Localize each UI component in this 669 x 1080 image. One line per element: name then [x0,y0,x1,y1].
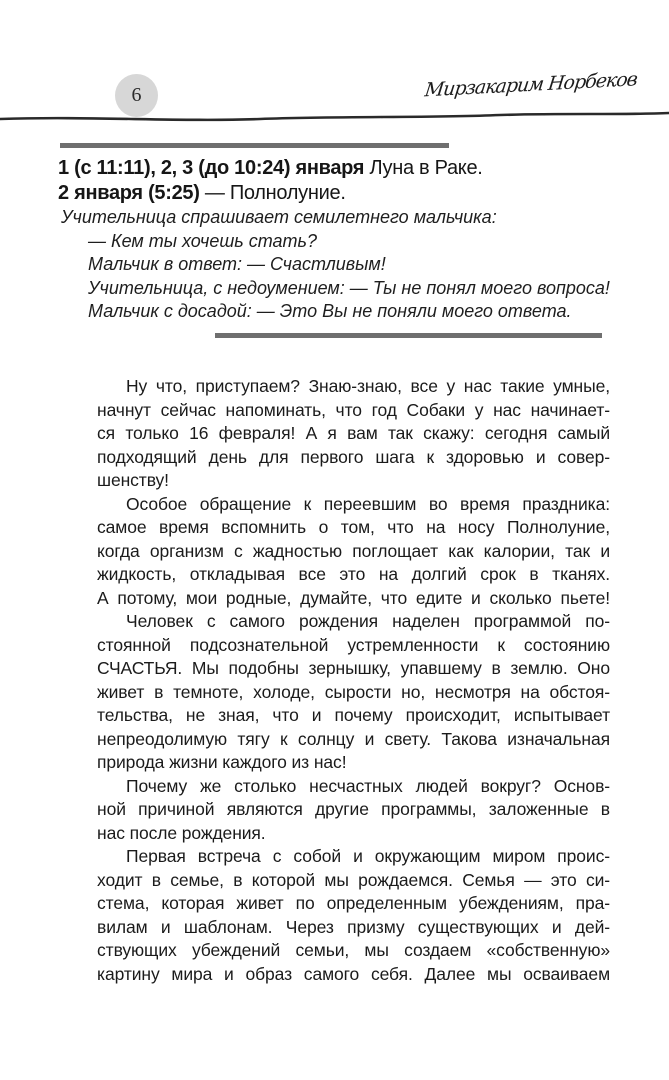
body-line: Особое обращение к переевшим во время праздника: [126,493,610,514]
body-line: картину мира и образ самого себя. Далее мы осваиваем [97,963,610,984]
body-line: начнут сейчас напоминать, что год Собаки у нас начинает- [97,399,610,420]
body-line: шенству! [97,470,169,490]
body-line: вилам и шаблонам. Через призму существующих и дей- [97,916,610,937]
page-number: 6 [131,84,142,106]
body-text [97,375,610,986]
body-line: стема, которая живет по определенным убеждениям, пра- [97,893,610,913]
body-line: Ну что, приступаем? Знаю-знаю, все у нас такие умные, [126,376,610,396]
epigraph-line: Учительница спрашивает семилетнего мальчика: [61,207,497,227]
heading-line-1-moon: Луна в Раке. [369,157,483,179]
body-line: СЧАСТЬЯ. Мы подобны зернышку, упавшему в землю. Оно [97,658,610,678]
body-line: самое время вспомнить о том, что на носу Полнолуние, [97,517,610,537]
epigraph-line: Учительница, с недоумением: — Ты не понял моего вопроса! [88,277,610,298]
heading-line-2 [58,181,614,206]
body-line: Человек с самого рождения наделен программой по- [126,611,610,631]
body-line: Первая встреча с собой и окружающим миром проис- [126,846,610,866]
epigraph-line: Мальчик в ответ: — Счастливым! [88,254,386,274]
body-line: живет в темноте, холоде, сырости но, несмотря на обстоя- [97,681,610,702]
body-line: стоянной подсознательной устремленности к состоянию [97,634,610,655]
epigraph-rule [215,333,602,338]
date-heading [58,156,614,205]
body-line: ствующих убеждений семьи, мы создаем «собственную» [97,940,610,960]
heading-line-1-dates: 1 (с 11:11), 2, 3 (до 10:24) января [58,157,365,179]
body-line: Почему же столько несчастных людей вокруг? Основ- [126,775,610,796]
body-line: нас после рождения. [97,822,266,843]
body-line: тельства, не зная, что и почему происходит, испытывает [97,705,610,725]
epigraph-line: — Кем ты хочешь стать? [88,230,318,251]
heading-line-2-dates: 2 января (5:25) [58,181,200,204]
heading-line-1 [58,156,614,181]
body-line: подходящий день для первого шага к здоровью и совер- [97,446,610,467]
body-line: природа жизни каждого из нас! [97,752,347,772]
body-line: когда организм с жадностью поглощает как калории, так и [97,540,610,561]
author-signature: Мирзакарим Норбеков [423,68,639,102]
epigraph [61,206,613,324]
section-rule-top [60,143,449,148]
body-line: непреодолимую тягу к солнцу и свету. Такова изначальная [97,728,610,749]
heading-line-2-moon: — Полнолуние. [204,181,346,204]
epigraph-line: Мальчик с досадой: — Это Вы не поняли моего ответа. [88,301,572,321]
body-line: ной причиной являются другие программы, заложенные в [97,799,610,819]
header-rule-line [0,104,669,126]
body-line: ходит в семье, в которой мы рождаемся. Семья — это си- [97,869,610,890]
body-line: А потому, мои родные, думайте, что едите и сколько пьете! [97,587,610,608]
body-line: жидкость, откладывая все это на долгий срок в тканях. [97,564,610,584]
body-line: ся только 16 февраля! А я вам так скажу: сегодня самый [97,423,610,443]
